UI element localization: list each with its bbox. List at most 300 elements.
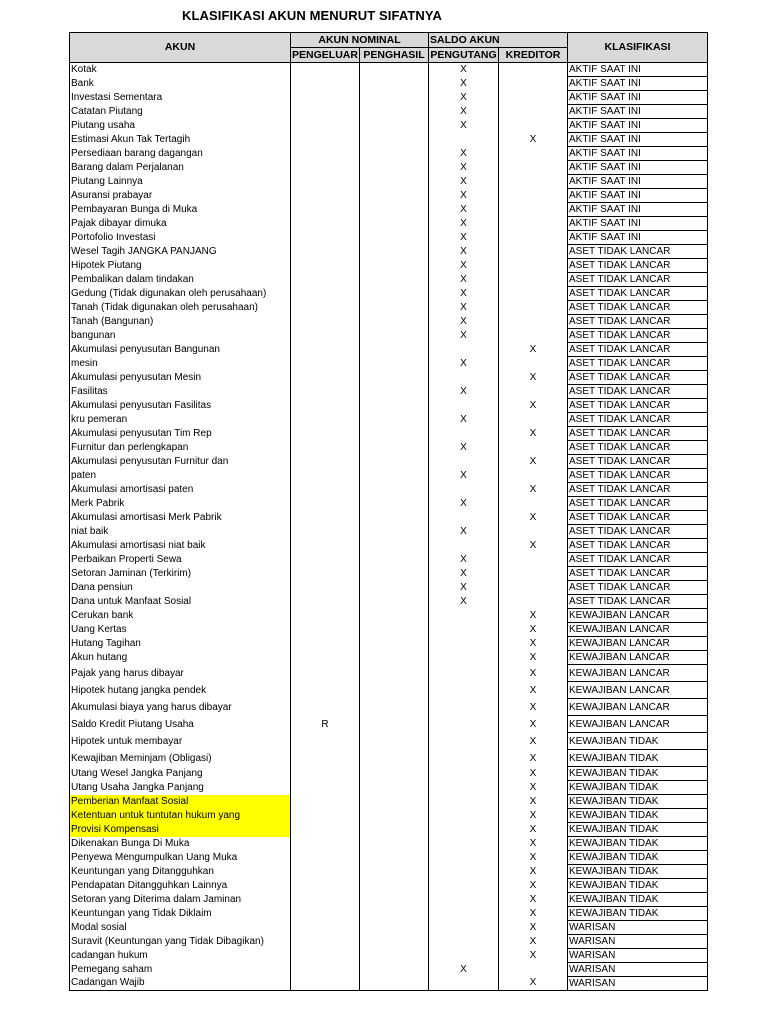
pengeluar-cell xyxy=(291,977,360,991)
klasifikasi-cell: ASET TIDAK LANCAR xyxy=(568,539,708,553)
klasifikasi-cell: AKTIF SAAT INI xyxy=(568,231,708,245)
kreditor-cell: X xyxy=(499,371,568,385)
klasifikasi-cell: ASET TIDAK LANCAR xyxy=(568,483,708,497)
account-cell: Utang Usaha Jangka Panjang xyxy=(70,781,291,795)
account-cell: Bank xyxy=(70,77,291,91)
klasifikasi-cell: ASET TIDAK LANCAR xyxy=(568,455,708,469)
penghasil-cell xyxy=(360,553,429,567)
penghasil-cell xyxy=(360,119,429,133)
table-row xyxy=(70,809,708,823)
kreditor-cell: X xyxy=(499,637,568,651)
kreditor-cell: X xyxy=(499,781,568,795)
kreditor-cell: X xyxy=(499,539,568,553)
pengeluar-cell xyxy=(291,399,360,413)
pengeluar-cell xyxy=(291,371,360,385)
klasifikasi-cell: ASET TIDAK LANCAR xyxy=(568,497,708,511)
account-cell: Furnitur dan perlengkapan xyxy=(70,441,291,455)
penghasil-cell xyxy=(360,767,429,781)
klasifikasi-cell: KEWAJIBAN TIDAK xyxy=(568,907,708,921)
pengutang-cell xyxy=(429,133,499,147)
klasifikasi-cell: KEWAJIBAN TIDAK xyxy=(568,767,708,781)
klasifikasi-cell: ASET TIDAK LANCAR xyxy=(568,343,708,357)
table-row xyxy=(70,893,708,907)
account-cell: Hutang Tagihan xyxy=(70,637,291,651)
penghasil-cell xyxy=(360,259,429,273)
kreditor-cell: X xyxy=(499,977,568,991)
table-row xyxy=(70,837,708,851)
penghasil-cell xyxy=(360,399,429,413)
pengeluar-cell xyxy=(291,893,360,907)
pengutang-cell: X xyxy=(429,567,499,581)
table-row xyxy=(70,665,708,682)
pengutang-cell: X xyxy=(429,287,499,301)
account-cell: Catatan Piutang xyxy=(70,105,291,119)
pengeluar-cell xyxy=(291,553,360,567)
account-cell: Perbaikan Properti Sewa xyxy=(70,553,291,567)
kreditor-cell xyxy=(499,245,568,259)
penghasil-cell xyxy=(360,203,429,217)
table-row xyxy=(70,119,708,133)
kreditor-cell: X xyxy=(499,483,568,497)
kreditor-cell xyxy=(499,413,568,427)
kreditor-cell: X xyxy=(499,343,568,357)
table-row xyxy=(70,161,708,175)
penghasil-cell xyxy=(360,63,429,77)
table-row xyxy=(70,851,708,865)
penghasil-cell xyxy=(360,795,429,809)
klasifikasi-cell: AKTIF SAAT INI xyxy=(568,217,708,231)
pengeluar-cell xyxy=(291,750,360,767)
pengutang-cell: X xyxy=(429,105,499,119)
kreditor-cell xyxy=(499,595,568,609)
account-cell: Piutang usaha xyxy=(70,119,291,133)
penghasil-cell xyxy=(360,231,429,245)
account-cell: Asuransi prabayar xyxy=(70,189,291,203)
account-cell: Tanah (Tidak digunakan oleh perusahaan) xyxy=(70,301,291,315)
pengeluar-cell xyxy=(291,105,360,119)
account-cell: Keuntungan yang Tidak Diklaim xyxy=(70,907,291,921)
table-row xyxy=(70,623,708,637)
table-row xyxy=(70,441,708,455)
pengutang-cell xyxy=(429,921,499,935)
kreditor-cell xyxy=(499,217,568,231)
pengeluar-cell xyxy=(291,595,360,609)
pengutang-cell xyxy=(429,623,499,637)
penghasil-cell xyxy=(360,665,429,682)
account-cell: Utang Wesel Jangka Panjang xyxy=(70,767,291,781)
table-row xyxy=(70,301,708,315)
account-cell: Kotak xyxy=(70,63,291,77)
penghasil-cell xyxy=(360,497,429,511)
klasifikasi-cell: ASET TIDAK LANCAR xyxy=(568,245,708,259)
table-row xyxy=(70,935,708,949)
table-row xyxy=(70,963,708,977)
table-row xyxy=(70,343,708,357)
account-cell: Piutang Lainnya xyxy=(70,175,291,189)
table-row xyxy=(70,147,708,161)
table-row xyxy=(70,949,708,963)
penghasil-cell xyxy=(360,879,429,893)
table-row xyxy=(70,567,708,581)
penghasil-cell xyxy=(360,716,429,733)
pengutang-cell: X xyxy=(429,119,499,133)
kreditor-cell: X xyxy=(499,682,568,699)
penghasil-cell xyxy=(360,977,429,991)
klasifikasi-cell: KEWAJIBAN TIDAK xyxy=(568,795,708,809)
pengeluar-cell xyxy=(291,921,360,935)
kreditor-cell xyxy=(499,553,568,567)
account-cell: Kewajiban Meminjam (Obligasi) xyxy=(70,750,291,767)
table-row xyxy=(70,385,708,399)
pengutang-cell xyxy=(429,767,499,781)
kreditor-cell xyxy=(499,385,568,399)
pengutang-cell: X xyxy=(429,357,499,371)
klasifikasi-cell: ASET TIDAK LANCAR xyxy=(568,469,708,483)
klasifikasi-cell: AKTIF SAAT INI xyxy=(568,119,708,133)
pengeluar-cell xyxy=(291,795,360,809)
pengutang-cell: X xyxy=(429,315,499,329)
penghasil-cell xyxy=(360,175,429,189)
pengutang-cell: X xyxy=(429,77,499,91)
account-cell: mesin xyxy=(70,357,291,371)
penghasil-cell xyxy=(360,823,429,837)
table-row xyxy=(70,133,708,147)
penghasil-cell xyxy=(360,567,429,581)
kreditor-cell: X xyxy=(499,823,568,837)
pengeluar-cell xyxy=(291,119,360,133)
klasifikasi-cell: ASET TIDAK LANCAR xyxy=(568,595,708,609)
klasifikasi-cell: AKTIF SAAT INI xyxy=(568,63,708,77)
penghasil-cell xyxy=(360,91,429,105)
klasifikasi-cell: ASET TIDAK LANCAR xyxy=(568,273,708,287)
header-akun-nominal: AKUN NOMINAL xyxy=(291,33,429,48)
table-row xyxy=(70,371,708,385)
pengeluar-cell xyxy=(291,441,360,455)
account-cell: niat baik xyxy=(70,525,291,539)
penghasil-cell xyxy=(360,865,429,879)
pengeluar-cell xyxy=(291,699,360,716)
pengeluar-cell xyxy=(291,329,360,343)
pengutang-cell xyxy=(429,879,499,893)
table-row xyxy=(70,767,708,781)
pengeluar-cell xyxy=(291,427,360,441)
kreditor-cell: X xyxy=(499,837,568,851)
account-cell: cadangan hukum xyxy=(70,949,291,963)
penghasil-cell xyxy=(360,427,429,441)
pengutang-cell: X xyxy=(429,217,499,231)
pengeluar-cell xyxy=(291,733,360,750)
kreditor-cell: X xyxy=(499,609,568,623)
penghasil-cell xyxy=(360,682,429,699)
account-cell: Tanah (Bangunan) xyxy=(70,315,291,329)
account-cell: kru pemeran xyxy=(70,413,291,427)
penghasil-cell xyxy=(360,935,429,949)
table-row xyxy=(70,315,708,329)
pengeluar-cell xyxy=(291,823,360,837)
account-cell: bangunan xyxy=(70,329,291,343)
pengutang-cell: X xyxy=(429,595,499,609)
account-cell: Hipotek Piutang xyxy=(70,259,291,273)
table-row xyxy=(70,399,708,413)
account-cell: Provisi Kompensasi xyxy=(70,823,291,837)
klasifikasi-cell: KEWAJIBAN TIDAK xyxy=(568,865,708,879)
table-row xyxy=(70,609,708,623)
table-row xyxy=(70,637,708,651)
pengutang-cell xyxy=(429,949,499,963)
pengeluar-cell xyxy=(291,623,360,637)
table-row xyxy=(70,189,708,203)
pengeluar-cell xyxy=(291,175,360,189)
pengeluar-cell xyxy=(291,525,360,539)
klasifikasi-cell: KEWAJIBAN TIDAK xyxy=(568,893,708,907)
pengutang-cell xyxy=(429,699,499,716)
penghasil-cell xyxy=(360,750,429,767)
kreditor-cell: X xyxy=(499,133,568,147)
klasifikasi-cell: AKTIF SAAT INI xyxy=(568,133,708,147)
penghasil-cell xyxy=(360,963,429,977)
pengeluar-cell xyxy=(291,637,360,651)
penghasil-cell xyxy=(360,161,429,175)
pengutang-cell xyxy=(429,343,499,357)
header-akun: AKUN xyxy=(70,33,291,63)
pengeluar-cell xyxy=(291,963,360,977)
pengeluar-cell xyxy=(291,63,360,77)
account-cell: Penyewa Mengumpulkan Uang Muka xyxy=(70,851,291,865)
account-cell: Akumulasi penyusutan Fasilitas xyxy=(70,399,291,413)
table-row xyxy=(70,921,708,935)
pengutang-cell xyxy=(429,651,499,665)
account-cell: Gedung (Tidak digunakan oleh perusahaan) xyxy=(70,287,291,301)
table-row xyxy=(70,259,708,273)
pengeluar-cell xyxy=(291,455,360,469)
klasifikasi-cell: ASET TIDAK LANCAR xyxy=(568,441,708,455)
kreditor-cell xyxy=(499,63,568,77)
kreditor-cell: X xyxy=(499,623,568,637)
klasifikasi-cell: AKTIF SAAT INI xyxy=(568,91,708,105)
klasifikasi-cell: ASET TIDAK LANCAR xyxy=(568,301,708,315)
pengeluar-cell xyxy=(291,385,360,399)
table-row xyxy=(70,63,708,77)
table-row xyxy=(70,77,708,91)
kreditor-cell: X xyxy=(499,455,568,469)
pengutang-cell xyxy=(429,682,499,699)
table-row xyxy=(70,273,708,287)
klasifikasi-cell: ASET TIDAK LANCAR xyxy=(568,357,708,371)
kreditor-cell xyxy=(499,77,568,91)
klasifikasi-cell: AKTIF SAAT INI xyxy=(568,161,708,175)
table-row xyxy=(70,357,708,371)
account-cell: Uang Kertas xyxy=(70,623,291,637)
table-row xyxy=(70,977,708,991)
account-cell: Modal sosial xyxy=(70,921,291,935)
pengutang-cell xyxy=(429,609,499,623)
pengutang-cell xyxy=(429,851,499,865)
account-cell: Saldo Kredit Piutang Usaha xyxy=(70,716,291,733)
pengeluar-cell xyxy=(291,133,360,147)
account-cell: Setoran yang Diterima dalam Jaminan xyxy=(70,893,291,907)
klasifikasi-cell: KEWAJIBAN LANCAR xyxy=(568,609,708,623)
klasifikasi-cell: KEWAJIBAN LANCAR xyxy=(568,623,708,637)
klasifikasi-cell: KEWAJIBAN TIDAK xyxy=(568,733,708,750)
klasifikasi-cell: ASET TIDAK LANCAR xyxy=(568,371,708,385)
header-saldo-akun: SALDO AKUN xyxy=(429,33,568,48)
pengutang-cell xyxy=(429,865,499,879)
account-cell: Setoran Jaminan (Terkirim) xyxy=(70,567,291,581)
klasifikasi-cell: KEWAJIBAN LANCAR xyxy=(568,651,708,665)
penghasil-cell xyxy=(360,733,429,750)
pengeluar-cell xyxy=(291,203,360,217)
kreditor-cell xyxy=(499,525,568,539)
table-row xyxy=(70,716,708,733)
table-row xyxy=(70,329,708,343)
pengutang-cell xyxy=(429,665,499,682)
penghasil-cell xyxy=(360,329,429,343)
penghasil-cell xyxy=(360,245,429,259)
pengeluar-cell xyxy=(291,91,360,105)
penghasil-cell xyxy=(360,455,429,469)
penghasil-cell xyxy=(360,357,429,371)
pengutang-cell: X xyxy=(429,203,499,217)
account-cell: Ketentuan untuk tuntutan hukum yang xyxy=(70,809,291,823)
klasifikasi-cell: KEWAJIBAN LANCAR xyxy=(568,682,708,699)
pengutang-cell: X xyxy=(429,91,499,105)
kreditor-cell xyxy=(499,301,568,315)
account-cell: Persediaan barang dagangan xyxy=(70,147,291,161)
penghasil-cell xyxy=(360,385,429,399)
table-row xyxy=(70,217,708,231)
kreditor-cell: X xyxy=(499,907,568,921)
kreditor-cell: X xyxy=(499,716,568,733)
account-cell: Keuntungan yang Ditangguhkan xyxy=(70,865,291,879)
account-cell: Wesel Tagih JANGKA PANJANG xyxy=(70,245,291,259)
pengeluar-cell xyxy=(291,301,360,315)
pengutang-cell: X xyxy=(429,189,499,203)
penghasil-cell xyxy=(360,907,429,921)
pengeluar-cell xyxy=(291,949,360,963)
kreditor-cell xyxy=(499,231,568,245)
kreditor-cell: X xyxy=(499,809,568,823)
table-body xyxy=(70,63,708,991)
kreditor-cell xyxy=(499,329,568,343)
kreditor-cell: X xyxy=(499,851,568,865)
kreditor-cell: X xyxy=(499,665,568,682)
penghasil-cell xyxy=(360,921,429,935)
penghasil-cell xyxy=(360,525,429,539)
pengutang-cell: X xyxy=(429,413,499,427)
pengeluar-cell xyxy=(291,273,360,287)
account-cell: Hipotek hutang jangka pendek xyxy=(70,682,291,699)
klasifikasi-cell: WARISAN xyxy=(568,935,708,949)
klasifikasi-cell: ASET TIDAK LANCAR xyxy=(568,553,708,567)
penghasil-cell xyxy=(360,343,429,357)
table-row xyxy=(70,525,708,539)
kreditor-cell: X xyxy=(499,651,568,665)
table-row xyxy=(70,907,708,921)
table-row xyxy=(70,511,708,525)
pengutang-cell: X xyxy=(429,963,499,977)
table-row xyxy=(70,581,708,595)
klasifikasi-cell: ASET TIDAK LANCAR xyxy=(568,525,708,539)
pengutang-cell: X xyxy=(429,301,499,315)
klasifikasi-cell: KEWAJIBAN LANCAR xyxy=(568,699,708,716)
pengutang-cell xyxy=(429,427,499,441)
pengeluar-cell xyxy=(291,497,360,511)
pengeluar-cell xyxy=(291,483,360,497)
klasifikasi-cell: AKTIF SAAT INI xyxy=(568,203,708,217)
account-cell: Dana pensiun xyxy=(70,581,291,595)
account-cell: Pajak dibayar dimuka xyxy=(70,217,291,231)
kreditor-cell xyxy=(499,119,568,133)
table-row xyxy=(70,539,708,553)
klasifikasi-cell: KEWAJIBAN LANCAR xyxy=(568,665,708,682)
pengeluar-cell xyxy=(291,315,360,329)
table-row xyxy=(70,287,708,301)
penghasil-cell xyxy=(360,77,429,91)
table-row xyxy=(70,651,708,665)
pengeluar-cell xyxy=(291,217,360,231)
klasifikasi-cell: WARISAN xyxy=(568,921,708,935)
pengeluar-cell xyxy=(291,767,360,781)
pengeluar-cell xyxy=(291,77,360,91)
kreditor-cell: X xyxy=(499,767,568,781)
kreditor-cell: X xyxy=(499,427,568,441)
account-cell: Akumulasi biaya yang harus dibayar xyxy=(70,699,291,716)
klasifikasi-cell: ASET TIDAK LANCAR xyxy=(568,567,708,581)
account-cell: Investasi Sementara xyxy=(70,91,291,105)
klasifikasi-cell: KEWAJIBAN TIDAK xyxy=(568,809,708,823)
penghasil-cell xyxy=(360,809,429,823)
kreditor-cell: X xyxy=(499,750,568,767)
pengutang-cell: X xyxy=(429,581,499,595)
account-cell: Akun hutang xyxy=(70,651,291,665)
pengeluar-cell xyxy=(291,343,360,357)
penghasil-cell xyxy=(360,469,429,483)
account-cell: Pemberian Manfaat Sosial xyxy=(70,795,291,809)
table-row xyxy=(70,91,708,105)
header-kreditor: KREDITOR xyxy=(499,48,568,63)
penghasil-cell xyxy=(360,893,429,907)
klasifikasi-cell: ASET TIDAK LANCAR xyxy=(568,315,708,329)
klasifikasi-cell: ASET TIDAK LANCAR xyxy=(568,399,708,413)
penghasil-cell xyxy=(360,371,429,385)
table-row xyxy=(70,879,708,893)
pengutang-cell: X xyxy=(429,175,499,189)
table-row xyxy=(70,413,708,427)
pengutang-cell: X xyxy=(429,441,499,455)
pengeluar-cell xyxy=(291,581,360,595)
account-cell: Akumulasi penyusutan Tim Rep xyxy=(70,427,291,441)
penghasil-cell xyxy=(360,781,429,795)
kreditor-cell xyxy=(499,567,568,581)
account-cell: Fasilitas xyxy=(70,385,291,399)
penghasil-cell xyxy=(360,949,429,963)
account-cell: Pembayaran Bunga di Muka xyxy=(70,203,291,217)
kreditor-cell: X xyxy=(499,921,568,935)
kreditor-cell xyxy=(499,441,568,455)
klasifikasi-cell: AKTIF SAAT INI xyxy=(568,77,708,91)
penghasil-cell xyxy=(360,301,429,315)
penghasil-cell xyxy=(360,105,429,119)
table-row xyxy=(70,733,708,750)
penghasil-cell xyxy=(360,609,429,623)
pengeluar-cell xyxy=(291,147,360,161)
kreditor-cell: X xyxy=(499,893,568,907)
pengutang-cell: X xyxy=(429,497,499,511)
kreditor-cell xyxy=(499,189,568,203)
kreditor-cell xyxy=(499,175,568,189)
table-row xyxy=(70,427,708,441)
account-cell: Pajak yang harus dibayar xyxy=(70,665,291,682)
